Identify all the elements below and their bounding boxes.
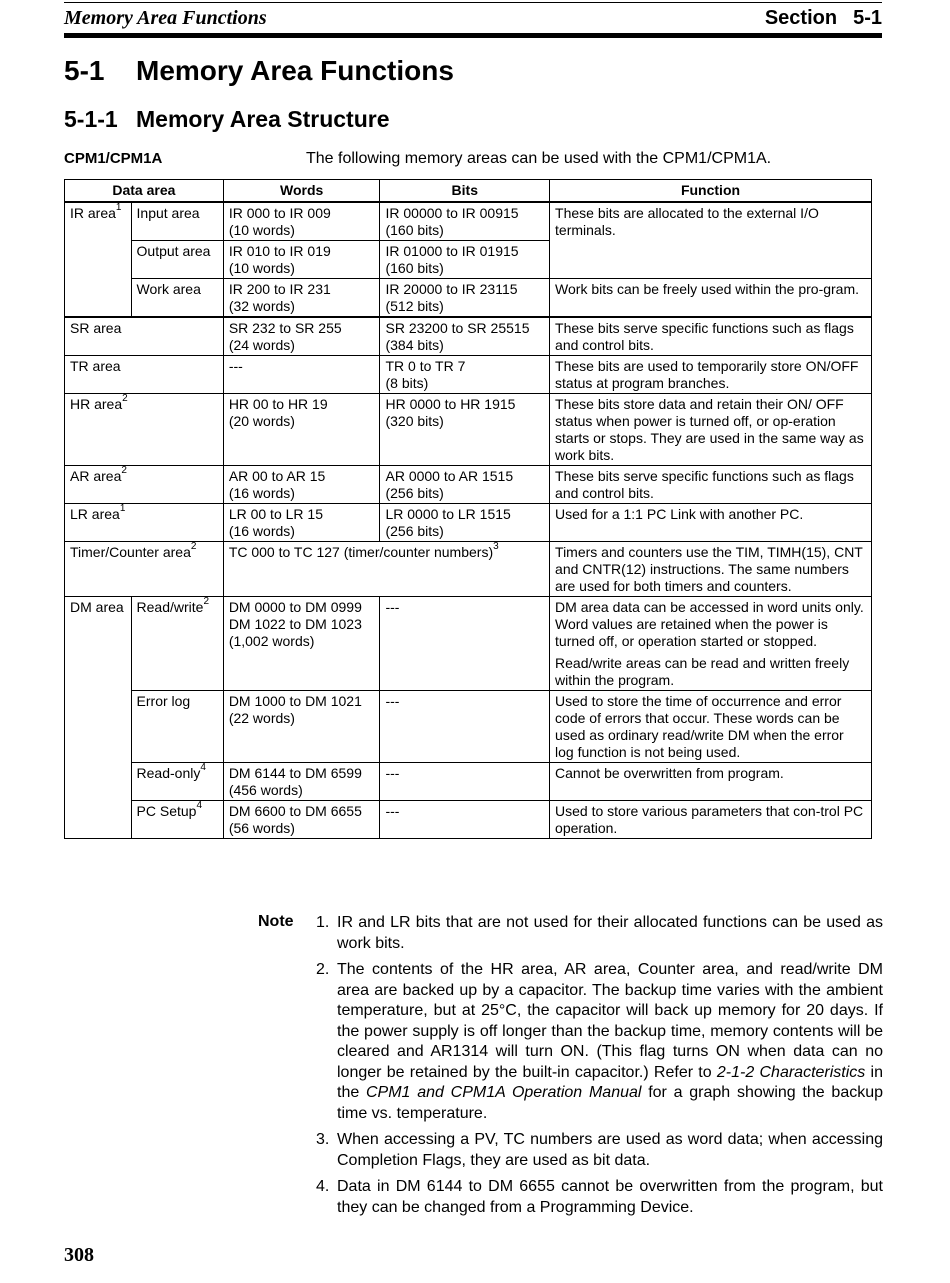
ir-output-words-range: IR 010 to IR 019: [228, 243, 331, 259]
note-item: [316, 913, 883, 954]
dm-pcsetup-label: PC Setup: [136, 803, 197, 819]
table-row: [65, 279, 872, 318]
dm-pcsetup-words-range: DM 6600 to DM 6655: [228, 803, 362, 819]
dm-rw-words-range2: DM 1022 to DM 1023: [228, 616, 362, 632]
dm-rw-function: [550, 597, 872, 691]
dm-pcsetup-sup: 4: [196, 800, 203, 812]
section-heading: [64, 55, 454, 87]
running-header: [64, 4, 882, 32]
dm-ro-label: Read-only: [136, 765, 201, 781]
dm-rw-words-count: (1,002 words): [228, 633, 315, 649]
dm-rw-sup: 2: [203, 596, 210, 608]
lr-function: Used for a 1:1 PC Link with another PC.: [550, 504, 872, 542]
section-heading-number: 5-1: [64, 55, 105, 86]
ir-input-words: [223, 202, 380, 241]
note-text: IR and LR bits that are not used for their allocated functions can be used as work bits.: [337, 914, 883, 952]
ir-work-words: [223, 279, 380, 318]
ir-io-function: These bits are allocated to the external I/O terminals.: [550, 202, 872, 279]
hr-bits-range: HR 0000 to HR 1915: [385, 396, 516, 412]
ir-output-bits-range: IR 01000 to IR 01915: [385, 243, 519, 259]
dm-rw-words-range1: DM 0000 to DM 0999: [228, 599, 362, 615]
dm-ro-function: Cannot be overwritten from program.: [550, 763, 872, 801]
note-item: [316, 1177, 883, 1218]
ir-work-bits: [380, 279, 550, 318]
ir-work-words-count: (32 words): [228, 298, 295, 314]
table-row: [65, 763, 872, 801]
note-number: 2.: [316, 961, 330, 978]
dm-errlog-label: Error log: [131, 691, 223, 763]
section-label: Section: [764, 7, 838, 29]
tr-bits-range: TR 0 to TR 7: [385, 358, 466, 374]
dm-area-name: DM area: [65, 597, 132, 839]
sr-area-name: SR area: [65, 317, 224, 356]
page-number: 308: [64, 1244, 94, 1266]
dm-errlog-words-count: (22 words): [228, 710, 295, 726]
sr-words-count: (24 words): [228, 337, 295, 353]
dm-ro-words-count: (456 words): [228, 782, 303, 798]
notes-list: [316, 913, 883, 1224]
ar-area-cell: [65, 466, 224, 504]
lr-bits: [380, 504, 550, 542]
sr-function: These bits serve specific functions such as flags and control bits.: [550, 317, 872, 356]
sr-bits: [380, 317, 550, 356]
col-header-data-area: Data area: [65, 180, 224, 203]
running-header-title: Memory Area Functions: [64, 7, 267, 29]
table-row: [65, 691, 872, 763]
dm-ro-sup: 4: [200, 762, 206, 774]
hr-area-sup: 2: [122, 393, 128, 405]
dm-rw-function-para2: Read/write areas can be read and written freely within the program.: [555, 655, 850, 688]
header-top-rule: [64, 2, 882, 3]
dm-pcsetup-words: [223, 801, 380, 839]
tc-range-sup: 3: [493, 541, 499, 553]
dm-rw-function-para1: DM area data can be accessed in word units only. Word values are retained when the power is turned off, or operation started or stopped.: [555, 599, 864, 649]
hr-bits: [380, 394, 550, 466]
ir-output-words-count: (10 words): [228, 260, 295, 276]
ir-work-function: Work bits can be freely used within the pro-gram.: [550, 279, 872, 318]
table-row: [65, 504, 872, 542]
lr-words: [223, 504, 380, 542]
ir-input-words-range: IR 000 to IR 009: [228, 205, 331, 221]
ir-input-bits: [380, 202, 550, 241]
hr-function: These bits store data and retain their ON/ OFF status when power is turned off, or op-eration starts or stops. They are used in the same way as work bits.: [550, 394, 872, 466]
ar-bits-count: (256 bits): [385, 485, 444, 501]
dm-errlog-words-range: DM 1000 to DM 1021: [228, 693, 362, 709]
ir-work-bits-range: IR 20000 to IR 23115: [385, 281, 518, 297]
table-row: [65, 356, 872, 394]
running-header-section: [765, 7, 882, 30]
note-item: [316, 1130, 883, 1171]
ar-words: [223, 466, 380, 504]
lr-area-name: LR area: [70, 506, 120, 522]
header-bottom-rule: [64, 33, 882, 38]
tr-area-name: TR area: [65, 356, 224, 394]
ir-work-words-range: IR 200 to IR 231: [228, 281, 331, 297]
dm-rw-label-cell: [131, 597, 223, 691]
ar-bits-range: AR 0000 to AR 1515: [385, 468, 514, 484]
sr-words-range: SR 232 to SR 255: [228, 320, 342, 336]
dm-rw-label: Read/write: [136, 599, 204, 615]
tc-area-cell: [65, 542, 224, 597]
dm-pcsetup-function: Used to store various parameters that con-trol PC operation.: [550, 801, 872, 839]
ar-words-count: (16 words): [228, 485, 295, 501]
section-heading-text: Memory Area Functions: [136, 55, 454, 86]
ar-words-range: AR 00 to AR 15: [228, 468, 326, 484]
table-row: [65, 597, 872, 691]
model-label: CPM1/CPM1A: [64, 150, 163, 167]
ar-function: These bits serve specific functions such as flags and control bits.: [550, 466, 872, 504]
note-label: Note: [258, 913, 294, 930]
lr-bits-count: (256 bits): [385, 523, 444, 539]
note-text-a: The contents of the HR area, AR area, Counter area, and read/write DM area are backed up by a capacitor. The backup time varies with the ambient temperature, but at 25°C, the capacitor will back up memory for 20 days. If the power supply is off longer than the backup time, memory contents will be cleared and AR1314 will turn ON. (This flag turns ON when data can no longer be retained by the built-in capacitor.) Refer to: [337, 961, 883, 1081]
table-row: [65, 466, 872, 504]
tr-bits: [380, 356, 550, 394]
table-row: [65, 394, 872, 466]
note-text: When accessing a PV, TC numbers are used as word data; when accessing Completion Flags, they are used as bit data.: [337, 1131, 883, 1169]
dm-ro-label-cell: [131, 763, 223, 801]
ir-work-bits-count: (512 bits): [385, 298, 444, 314]
tr-function: These bits are used to temporarily store ON/OFF status at program branches.: [550, 356, 872, 394]
dm-ro-bits: ---: [380, 763, 550, 801]
sr-bits-range: SR 23200 to SR 25515: [385, 320, 530, 336]
ir-work-label: Work area: [131, 279, 223, 318]
tc-function: Timers and counters use the TIM, TIMH(15), CNT and CNTR(12) instructions. The same numbers are used for both timers and counters.: [550, 542, 872, 597]
tc-area-name: Timer/Counter area: [70, 544, 191, 560]
note-ref-manual: CPM1 and CPM1A Operation Manual: [366, 1084, 642, 1101]
hr-bits-count: (320 bits): [385, 413, 444, 429]
dm-errlog-words: [223, 691, 380, 763]
sr-bits-count: (384 bits): [385, 337, 444, 353]
table-row: [65, 801, 872, 839]
note-text: Data in DM 6144 to DM 6655 cannot be overwritten from the program, but they can be changed from a Programming Device.: [337, 1178, 883, 1216]
hr-words-range: HR 00 to HR 19: [228, 396, 328, 412]
ir-area-sup: 1: [115, 202, 122, 214]
ar-area-name: AR area: [70, 468, 122, 484]
ir-output-label: Output area: [131, 241, 223, 279]
note-number: 3.: [316, 1131, 330, 1148]
intro-text: The following memory areas can be used with the CPM1/CPM1A.: [306, 150, 772, 167]
note-text-b: in the: [337, 1063, 883, 1101]
hr-area-name: HR area: [70, 396, 123, 412]
note-text-c: for a graph showing the backup time vs. temperature.: [337, 1084, 884, 1122]
lr-words-count: (16 words): [228, 523, 295, 539]
ir-input-words-count: (10 words): [228, 222, 295, 238]
dm-pcsetup-words-count: (56 words): [228, 820, 295, 836]
tc-area-sup: 2: [190, 541, 197, 553]
note-number: 4.: [316, 1178, 330, 1195]
subsection-heading-text: Memory Area Structure: [136, 106, 390, 132]
ir-area-name: IR area: [70, 205, 116, 221]
tc-range-cell: [223, 542, 549, 597]
dm-pcsetup-bits: ---: [380, 801, 550, 839]
subsection-heading-number: 5-1-1: [64, 106, 118, 132]
ir-input-bits-range: IR 00000 to IR 00915: [385, 205, 519, 221]
ir-input-bits-count: (160 bits): [385, 222, 444, 238]
table-row: [65, 542, 872, 597]
hr-area-cell: [65, 394, 224, 466]
subsection-heading: [64, 106, 390, 133]
dm-errlog-bits: ---: [380, 691, 550, 763]
ar-bits: [380, 466, 550, 504]
ir-output-bits-count: (160 bits): [385, 260, 444, 276]
dm-ro-words-range: DM 6144 to DM 6599: [228, 765, 362, 781]
lr-area-sup: 1: [119, 503, 126, 515]
lr-words-range: LR 00 to LR 15: [228, 506, 323, 522]
note-number: 1.: [316, 914, 330, 931]
ir-area-cell: [65, 202, 132, 317]
ir-output-bits: [380, 241, 550, 279]
hr-words-count: (20 words): [228, 413, 295, 429]
dm-rw-bits: ---: [380, 597, 550, 691]
ir-output-words: [223, 241, 380, 279]
hr-words: [223, 394, 380, 466]
col-header-function: Function: [550, 180, 872, 203]
tr-bits-count: (8 bits): [385, 375, 429, 391]
col-header-bits: Bits: [380, 180, 550, 203]
ar-area-sup: 2: [121, 465, 127, 477]
note-item: [316, 960, 883, 1124]
col-header-words: Words: [223, 180, 380, 203]
sr-words: [223, 317, 380, 356]
dm-rw-words: [223, 597, 380, 691]
table-row: [65, 202, 872, 241]
lr-bits-range: LR 0000 to LR 1515: [385, 506, 511, 522]
dm-errlog-function: Used to store the time of occurrence and error code of errors that occur. These words can be used as ordinary read/write DM when the error log function is not being used.: [550, 691, 872, 763]
ir-input-label: Input area: [131, 202, 223, 241]
table-row: [65, 317, 872, 356]
lr-area-cell: [65, 504, 224, 542]
tc-range: TC 000 to TC 127 (timer/counter numbers): [228, 544, 494, 560]
dm-ro-words: [223, 763, 380, 801]
dm-pcsetup-label-cell: [131, 801, 223, 839]
tr-words: ---: [223, 356, 380, 394]
table-header-row: [65, 180, 872, 203]
note-ref-section: 2-1-2 Characteristics: [716, 1063, 866, 1081]
section-number: 5-1: [853, 7, 882, 29]
memory-area-table: [64, 179, 872, 839]
